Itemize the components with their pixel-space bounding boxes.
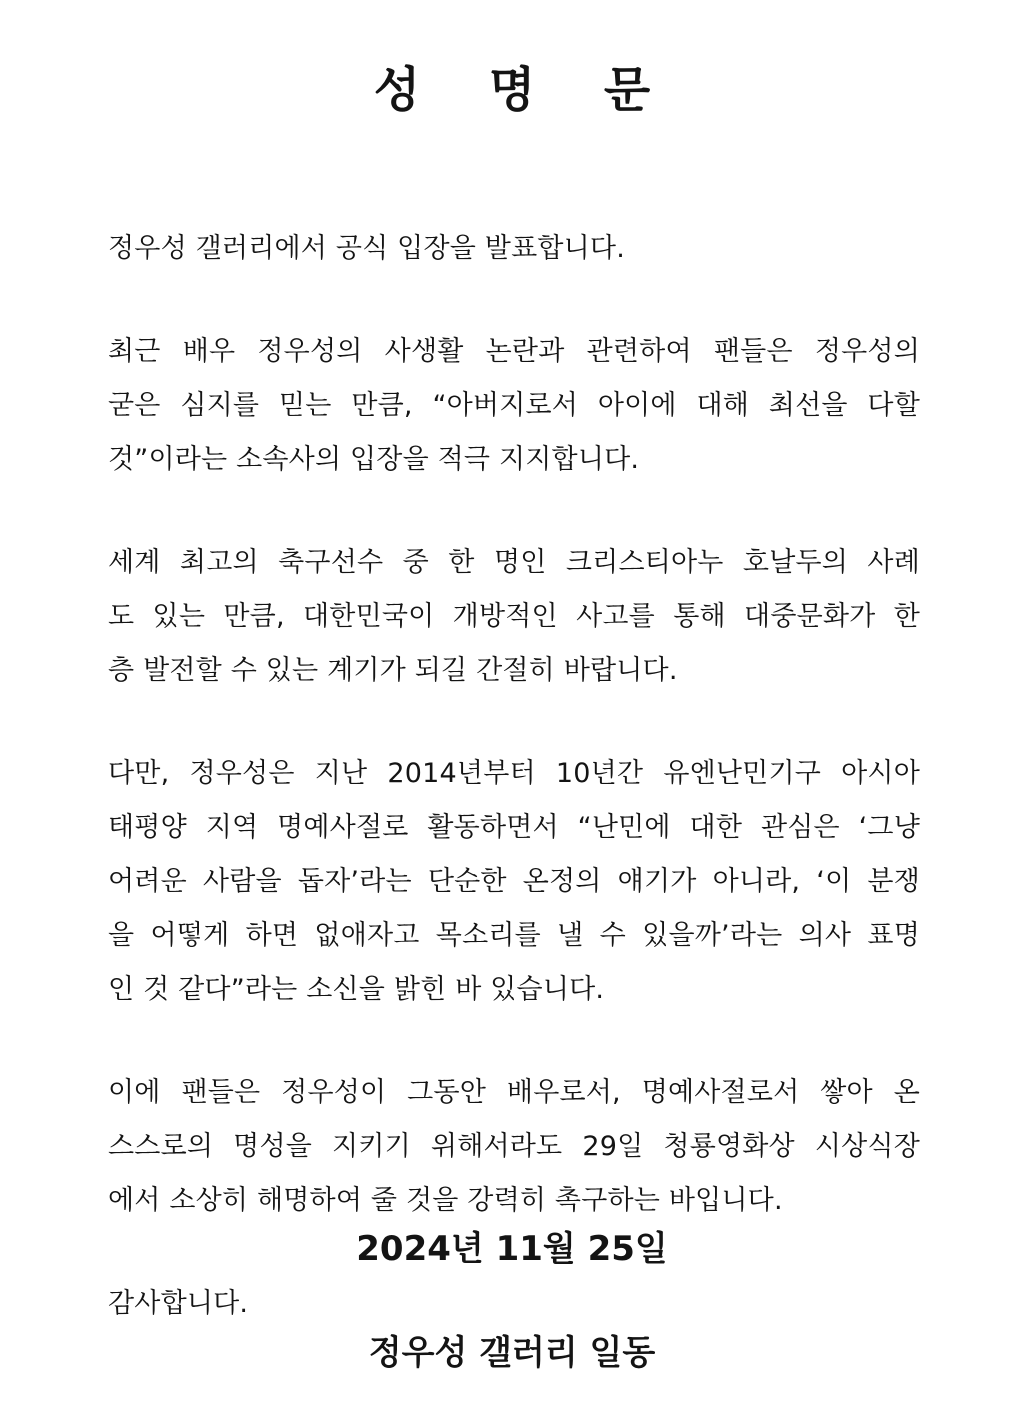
paragraph-line: 것”이라는 소속사의 입장을 적극 지지합니다. [108, 444, 640, 475]
paragraph-request [108, 1066, 920, 1228]
paragraph-line: 인 것 같다”라는 소신을 밝힌 바 있습니다. [108, 974, 605, 1005]
statement-body [108, 222, 920, 1380]
paragraph-line: 어려운 사람을 돕자’라는 단순한 온정의 얘기가 아니라, ‘이 분쟁 [108, 866, 920, 897]
paragraph-line: 다만, 정우성은 지난 2014년부터 10년간 유엔난민기구 아시아 [108, 758, 920, 789]
paragraph-line: 에서 소상히 해명하여 줄 것을 강력히 촉구하는 바입니다. [108, 1185, 783, 1216]
paragraph-line: 을 어떻게 하면 없애자고 목소리를 낼 수 있을까’라는 의사 표명 [108, 920, 920, 951]
paragraph-line: 도 있는 만큼, 대한민국이 개방적인 사고를 통해 대중문화가 한 [108, 601, 920, 632]
statement-date: 2024년 11월 25일 [356, 1229, 668, 1269]
paragraph-line: 굳은 심지를 믿는 만큼, “아버지로서 아이에 대해 최선을 다할 [108, 390, 920, 421]
document-title: 성 명 문 [373, 62, 677, 118]
paragraph-line: 정우성 갤러리에서 공식 입장을 발표합니다. [108, 233, 625, 264]
paragraph-line: 감사합니다. [108, 1288, 249, 1319]
paragraph-quote [108, 747, 920, 1017]
paragraph-line: 세계 최고의 축구선수 중 한 명인 크리스티아누 호날두의 사례 [108, 547, 920, 578]
paragraph-thanks [108, 1277, 920, 1331]
paragraph-intro [108, 222, 920, 276]
paragraph-line: 층 발전할 수 있는 계기가 되길 간절히 바랍니다. [108, 655, 678, 686]
paragraph-line: 태평양 지역 명예사절로 활동하면서 “난민에 대한 관심은 ‘그냥 [108, 812, 920, 843]
paragraph-line: 스스로의 명성을 지키기 위해서라도 29일 청룡영화상 시상식장 [108, 1131, 920, 1162]
statement-signer: 정우성 갤러리 일동 [368, 1333, 656, 1373]
paragraph-example [108, 536, 920, 698]
paragraph-line: 최근 배우 정우성의 사생활 논란과 관련하여 팬들은 정우성의 [108, 336, 920, 367]
paragraph-support [108, 325, 920, 487]
paragraph-line: 이에 팬들은 정우성이 그동안 배우로서, 명예사절로서 쌓아 온 [108, 1077, 920, 1108]
